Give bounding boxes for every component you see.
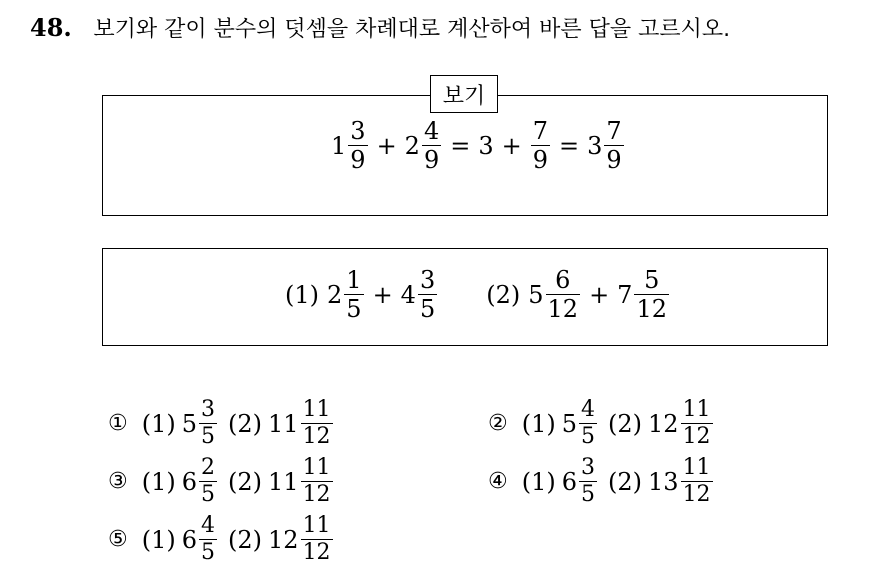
choice-fraction — [301, 514, 333, 565]
choice-numerator: 3 — [201, 397, 216, 422]
problem2-a-whole: 5 — [528, 280, 544, 309]
example-tag: 보기 — [430, 75, 498, 113]
choice-denominator: 5 — [581, 424, 596, 449]
problem2-b-fraction — [634, 267, 669, 322]
choice-marker: ① — [108, 411, 128, 436]
choice-numerator: 11 — [682, 455, 711, 480]
choice-label-1: (1) — [521, 409, 556, 438]
choice-numerator: 11 — [682, 397, 711, 422]
choice-label-2: (2) — [228, 467, 263, 496]
choice-numerator: 4 — [201, 513, 216, 538]
plus-sign: + — [372, 280, 393, 309]
term2-fraction — [422, 118, 441, 173]
problem2-b-denominator: 12 — [636, 295, 667, 323]
choice-whole: 12 — [648, 409, 679, 438]
choice-marker: ⑤ — [108, 527, 128, 552]
choice-label-1: (1) — [141, 525, 176, 554]
problem1-a-fraction — [344, 267, 363, 322]
problem2-a-fraction — [546, 267, 581, 322]
choice-4[interactable] — [488, 456, 714, 507]
choice-fraction — [579, 398, 597, 449]
choice-denominator: 12 — [302, 482, 331, 507]
choice-label-1: (1) — [141, 409, 176, 438]
choice-whole: 11 — [268, 409, 299, 438]
choice-whole: 13 — [648, 467, 679, 496]
term1-fraction — [348, 118, 367, 173]
answer-denominator: 9 — [606, 146, 622, 174]
choice-fraction — [199, 514, 217, 565]
choice-fraction — [199, 456, 217, 507]
choice-denominator: 5 — [201, 424, 216, 449]
choice-numerator: 3 — [581, 455, 596, 480]
problem-box — [102, 248, 828, 346]
choice-fraction — [681, 456, 713, 507]
term1-whole: 1 — [331, 131, 347, 160]
choice-fraction — [681, 398, 713, 449]
choice-numerator: 4 — [581, 397, 596, 422]
choice-numerator: 11 — [302, 513, 331, 538]
choice-denominator: 12 — [682, 424, 711, 449]
step-fraction — [531, 118, 550, 173]
choice-whole: 6 — [561, 467, 578, 496]
answer-whole: 3 — [587, 131, 603, 160]
step-denominator: 9 — [532, 146, 549, 174]
choice-fraction — [301, 398, 333, 449]
choice-numerator: 11 — [302, 397, 331, 422]
problem2-label: (2) — [486, 280, 521, 309]
problem2-b-numerator: 5 — [644, 266, 660, 294]
problem2-a-numerator: 6 — [555, 266, 571, 294]
problem1-a-whole: 2 — [327, 280, 343, 309]
choice-label-2: (2) — [228, 409, 263, 438]
choice-fraction — [579, 456, 597, 507]
choice-marker: ③ — [108, 469, 128, 494]
choice-label-2: (2) — [608, 467, 643, 496]
choice-denominator: 5 — [201, 482, 216, 507]
question-text: 보기와 같이 분수의 덧셈을 차례대로 계산하여 바른 답을 고르시오. — [93, 17, 731, 42]
problem1-a-denominator: 5 — [346, 295, 362, 323]
problem1-b-numerator: 3 — [419, 266, 436, 294]
choice-whole: 5 — [561, 409, 578, 438]
example-box — [102, 95, 828, 216]
choice-2[interactable] — [488, 398, 714, 449]
term2-numerator: 4 — [423, 117, 440, 145]
step-whole: 3 — [478, 131, 494, 160]
choice-3[interactable] — [108, 456, 334, 507]
equals-sign: = — [559, 131, 580, 160]
example-expression — [331, 118, 625, 173]
problem1-b-denominator: 5 — [419, 295, 436, 323]
choice-fraction — [301, 456, 333, 507]
problem1-b-whole: 4 — [400, 280, 416, 309]
choice-whole: 5 — [181, 409, 198, 438]
term2-denominator: 9 — [423, 146, 440, 174]
choice-1[interactable] — [108, 398, 334, 449]
step-numerator: 7 — [532, 117, 549, 145]
plus-sign: + — [501, 131, 522, 160]
choice-whole: 12 — [268, 525, 299, 554]
term2-whole: 2 — [404, 131, 420, 160]
choice-numerator: 11 — [302, 455, 331, 480]
answer-fraction — [604, 118, 623, 173]
problem2-b-whole: 7 — [617, 280, 633, 309]
choice-denominator: 5 — [581, 482, 596, 507]
choice-numerator: 2 — [201, 455, 216, 480]
term1-numerator: 3 — [350, 117, 366, 145]
choice-denominator: 12 — [682, 482, 711, 507]
choice-label-1: (1) — [141, 467, 176, 496]
choice-label-2: (2) — [228, 525, 263, 554]
term1-denominator: 9 — [350, 146, 366, 174]
choice-whole: 6 — [181, 467, 198, 496]
question-number: 48. — [30, 13, 72, 42]
plus-sign: + — [589, 280, 610, 309]
answer-numerator: 7 — [606, 117, 622, 145]
choice-whole: 6 — [181, 525, 198, 554]
choice-marker: ② — [488, 411, 508, 436]
choice-denominator: 12 — [302, 424, 331, 449]
question-header — [30, 12, 730, 46]
problem2-a-denominator: 12 — [547, 295, 579, 323]
choice-denominator: 12 — [302, 540, 331, 565]
problem-expressions — [285, 267, 670, 322]
equals-sign: = — [450, 131, 471, 160]
problem1-b-fraction — [418, 267, 437, 322]
choice-marker: ④ — [488, 469, 508, 494]
choice-whole: 11 — [268, 467, 299, 496]
choice-label-2: (2) — [608, 409, 643, 438]
problem1-a-numerator: 1 — [346, 266, 362, 294]
choice-fraction — [199, 398, 217, 449]
choice-5[interactable] — [108, 514, 334, 565]
choice-denominator: 5 — [201, 540, 216, 565]
problem1-label: (1) — [285, 280, 319, 309]
choice-label-1: (1) — [521, 467, 556, 496]
plus-sign: + — [376, 131, 397, 160]
